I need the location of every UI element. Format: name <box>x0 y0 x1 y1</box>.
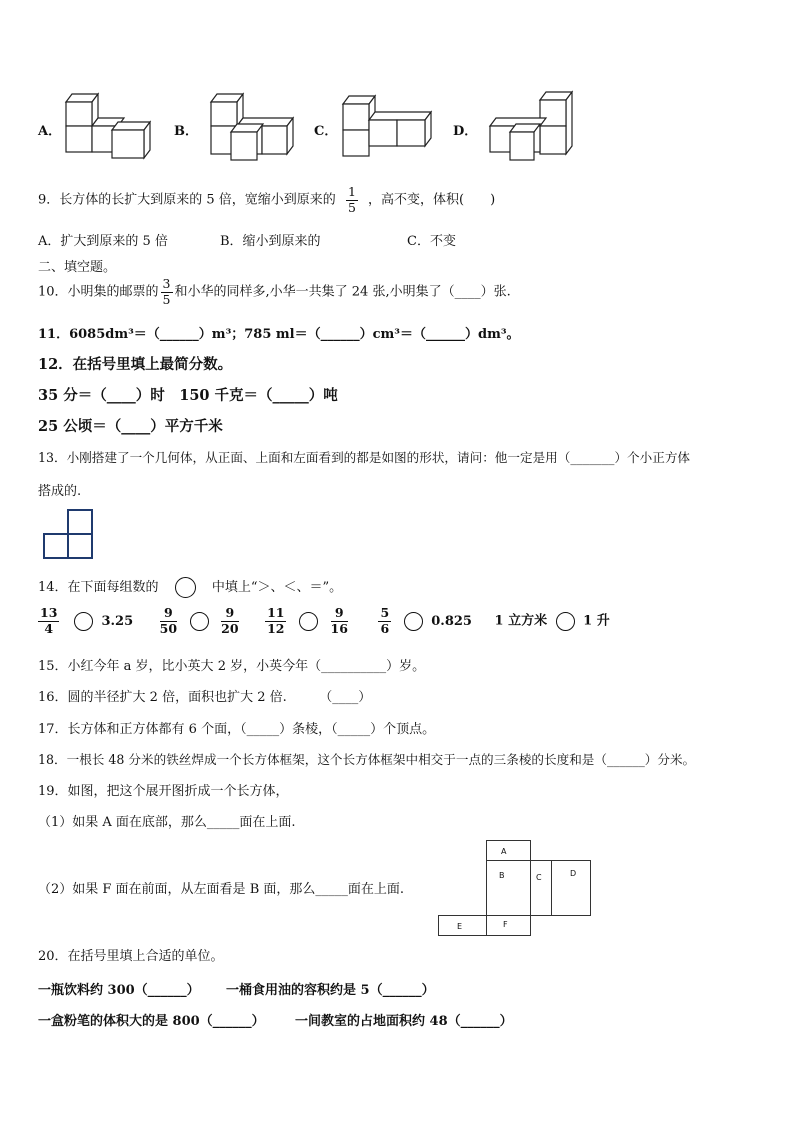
question-20-a: 一瓶饮料约 300（______） <box>38 983 200 998</box>
q9-fraction <box>346 186 358 214</box>
net-label-e: E <box>457 922 463 931</box>
question-19-part2: （2）如果 F 面在前面，从左面看是 B 面，那么_____面在上面. <box>38 882 405 897</box>
q14-comparisons <box>38 607 610 635</box>
net-label-f: F <box>503 920 508 929</box>
q14-g2-left <box>160 607 177 635</box>
net-face-b <box>486 860 531 916</box>
compare-circle-icon <box>175 577 196 598</box>
cube-figure-b <box>205 88 305 162</box>
question-11: 11．6085dm³＝（______）m³；785 ml＝（______）cm³＝（______）dm³。 <box>38 327 520 342</box>
question-18: 18．一根长 48 分米的铁丝焊成一个长方体框架，这个长方体框架中相交于一点的三条棱的长度和是（______）分米。 <box>38 752 696 767</box>
compare-circle-4[interactable] <box>404 612 423 631</box>
cuboid-net-figure <box>436 840 596 938</box>
cube-figure-d <box>484 88 578 162</box>
question-15: 15．小红今年 a 岁，比小英大 2 岁，小英今年（__________）岁。 <box>38 659 426 674</box>
question-12-title: 12．在括号里填上最简分数。 <box>38 356 233 373</box>
q14-after: 中填上“＞、＜、＝”。 <box>211 580 343 595</box>
question-19-title: 19．如图，把这个展开图折成一个长方体， <box>38 784 289 799</box>
q14-g4-left <box>378 607 391 635</box>
question-19-part1: （1）如果 A 面在底部，那么_____面在上面. <box>38 815 296 830</box>
q14-g2-right <box>221 607 238 635</box>
frac-den: 6 <box>380 620 390 636</box>
q10-after: 和小华的同样多,小华一共集了 24 张,小明集了（____）张. <box>174 284 511 300</box>
q14-before: 14．在下面每组数的 <box>38 580 159 595</box>
q14-g1-right: 3.25 <box>101 613 134 629</box>
q10-fraction <box>161 278 173 306</box>
q14-g5-right: 1 升 <box>583 613 610 629</box>
q9-frac-num: 1 <box>347 184 356 199</box>
q10-frac-num: 3 <box>162 276 171 291</box>
net-label-a: A <box>501 847 507 856</box>
question-16: 16．圆的半径扩大 2 倍，面积也扩大 2 倍. （____） <box>38 690 372 705</box>
compare-circle-1[interactable] <box>74 612 93 631</box>
compare-circle-5[interactable] <box>556 612 575 631</box>
q14-g1-left <box>38 607 59 635</box>
question-10 <box>38 278 511 306</box>
q10-frac-den: 5 <box>162 291 171 307</box>
q9-text-before: 9．长方体的长扩大到原来的 5 倍，宽缩小到原来的 <box>38 192 336 208</box>
question-20-d: 一间教室的占地面积约 48（______） <box>295 1014 513 1029</box>
q14-g3-left <box>265 607 286 635</box>
net-label-d: D <box>570 869 577 878</box>
q14-g4-right: 0.825 <box>431 613 472 629</box>
question-17: 17．长方体和正方体都有 6 个面，（_____）条棱，（_____）个顶点。 <box>38 722 436 737</box>
frac-den: 12 <box>267 620 285 636</box>
net-label-b: B <box>499 871 505 880</box>
cube-figure-c <box>337 92 437 160</box>
net-label-c: C <box>536 873 542 882</box>
q14-g3-right <box>331 607 348 635</box>
q9-frac-den: 5 <box>347 199 356 215</box>
net-face-d <box>551 860 591 916</box>
q9-text-after: ，高不变，体积( ) <box>368 192 496 208</box>
frac-den: 4 <box>44 620 54 636</box>
option-c-label: C． <box>314 124 338 139</box>
frac-num: 5 <box>380 605 390 620</box>
cube-figure-a <box>60 88 160 160</box>
q10-before: 10．小明集的邮票的 <box>38 284 159 300</box>
option-d-label: D． <box>453 124 478 139</box>
question-14 <box>38 576 342 598</box>
option-b-label: B． <box>174 124 198 139</box>
q14-g5-left: 1 立方米 <box>494 613 548 629</box>
question-12-line2: 25 公顷＝（____）平方千米 <box>38 418 223 435</box>
compare-circle-3[interactable] <box>299 612 318 631</box>
frac-num: 9 <box>331 607 348 622</box>
section-title-fill-blank: 二、填空题。 <box>38 260 117 275</box>
question-13-line1: 13．小刚搭建了一个几何体，从正面、上面和左面看到的都是如图的形状，请问：他一定是用（_______）个小正方体 <box>38 450 691 465</box>
frac-num: 9 <box>160 607 177 622</box>
compare-circle-2[interactable] <box>190 612 209 631</box>
q9-option-b: B．缩小到原来的 <box>220 234 321 249</box>
frac-num: 13 <box>40 605 58 620</box>
q9-option-a: A．扩大到原来的 5 倍 <box>38 234 168 249</box>
net-face-e <box>438 915 487 936</box>
view-shape-figure <box>42 508 96 560</box>
question-20-c: 一盒粉笔的体积大的是 800（______） <box>38 1014 265 1029</box>
frac-den: 50 <box>159 620 178 636</box>
question-20-b: 一桶食用油的容积约是 5（______） <box>226 983 435 998</box>
question-12-line1: 35 分＝（____）时 150 千克＝（_____）吨 <box>38 387 338 404</box>
frac-num: 9 <box>221 607 238 622</box>
net-face-f <box>486 915 531 936</box>
q9-option-c: C．不变 <box>407 234 456 249</box>
frac-den: 16 <box>330 620 348 636</box>
frac-num: 11 <box>267 605 285 620</box>
question-13-line2: 搭成的. <box>38 484 82 499</box>
question-20-title: 20．在括号里填上合适的单位。 <box>38 949 224 964</box>
frac-den: 20 <box>221 620 239 636</box>
option-a-label: A． <box>38 124 62 139</box>
net-face-a <box>486 840 531 861</box>
question-9 <box>38 186 495 214</box>
net-face-c <box>530 860 552 916</box>
